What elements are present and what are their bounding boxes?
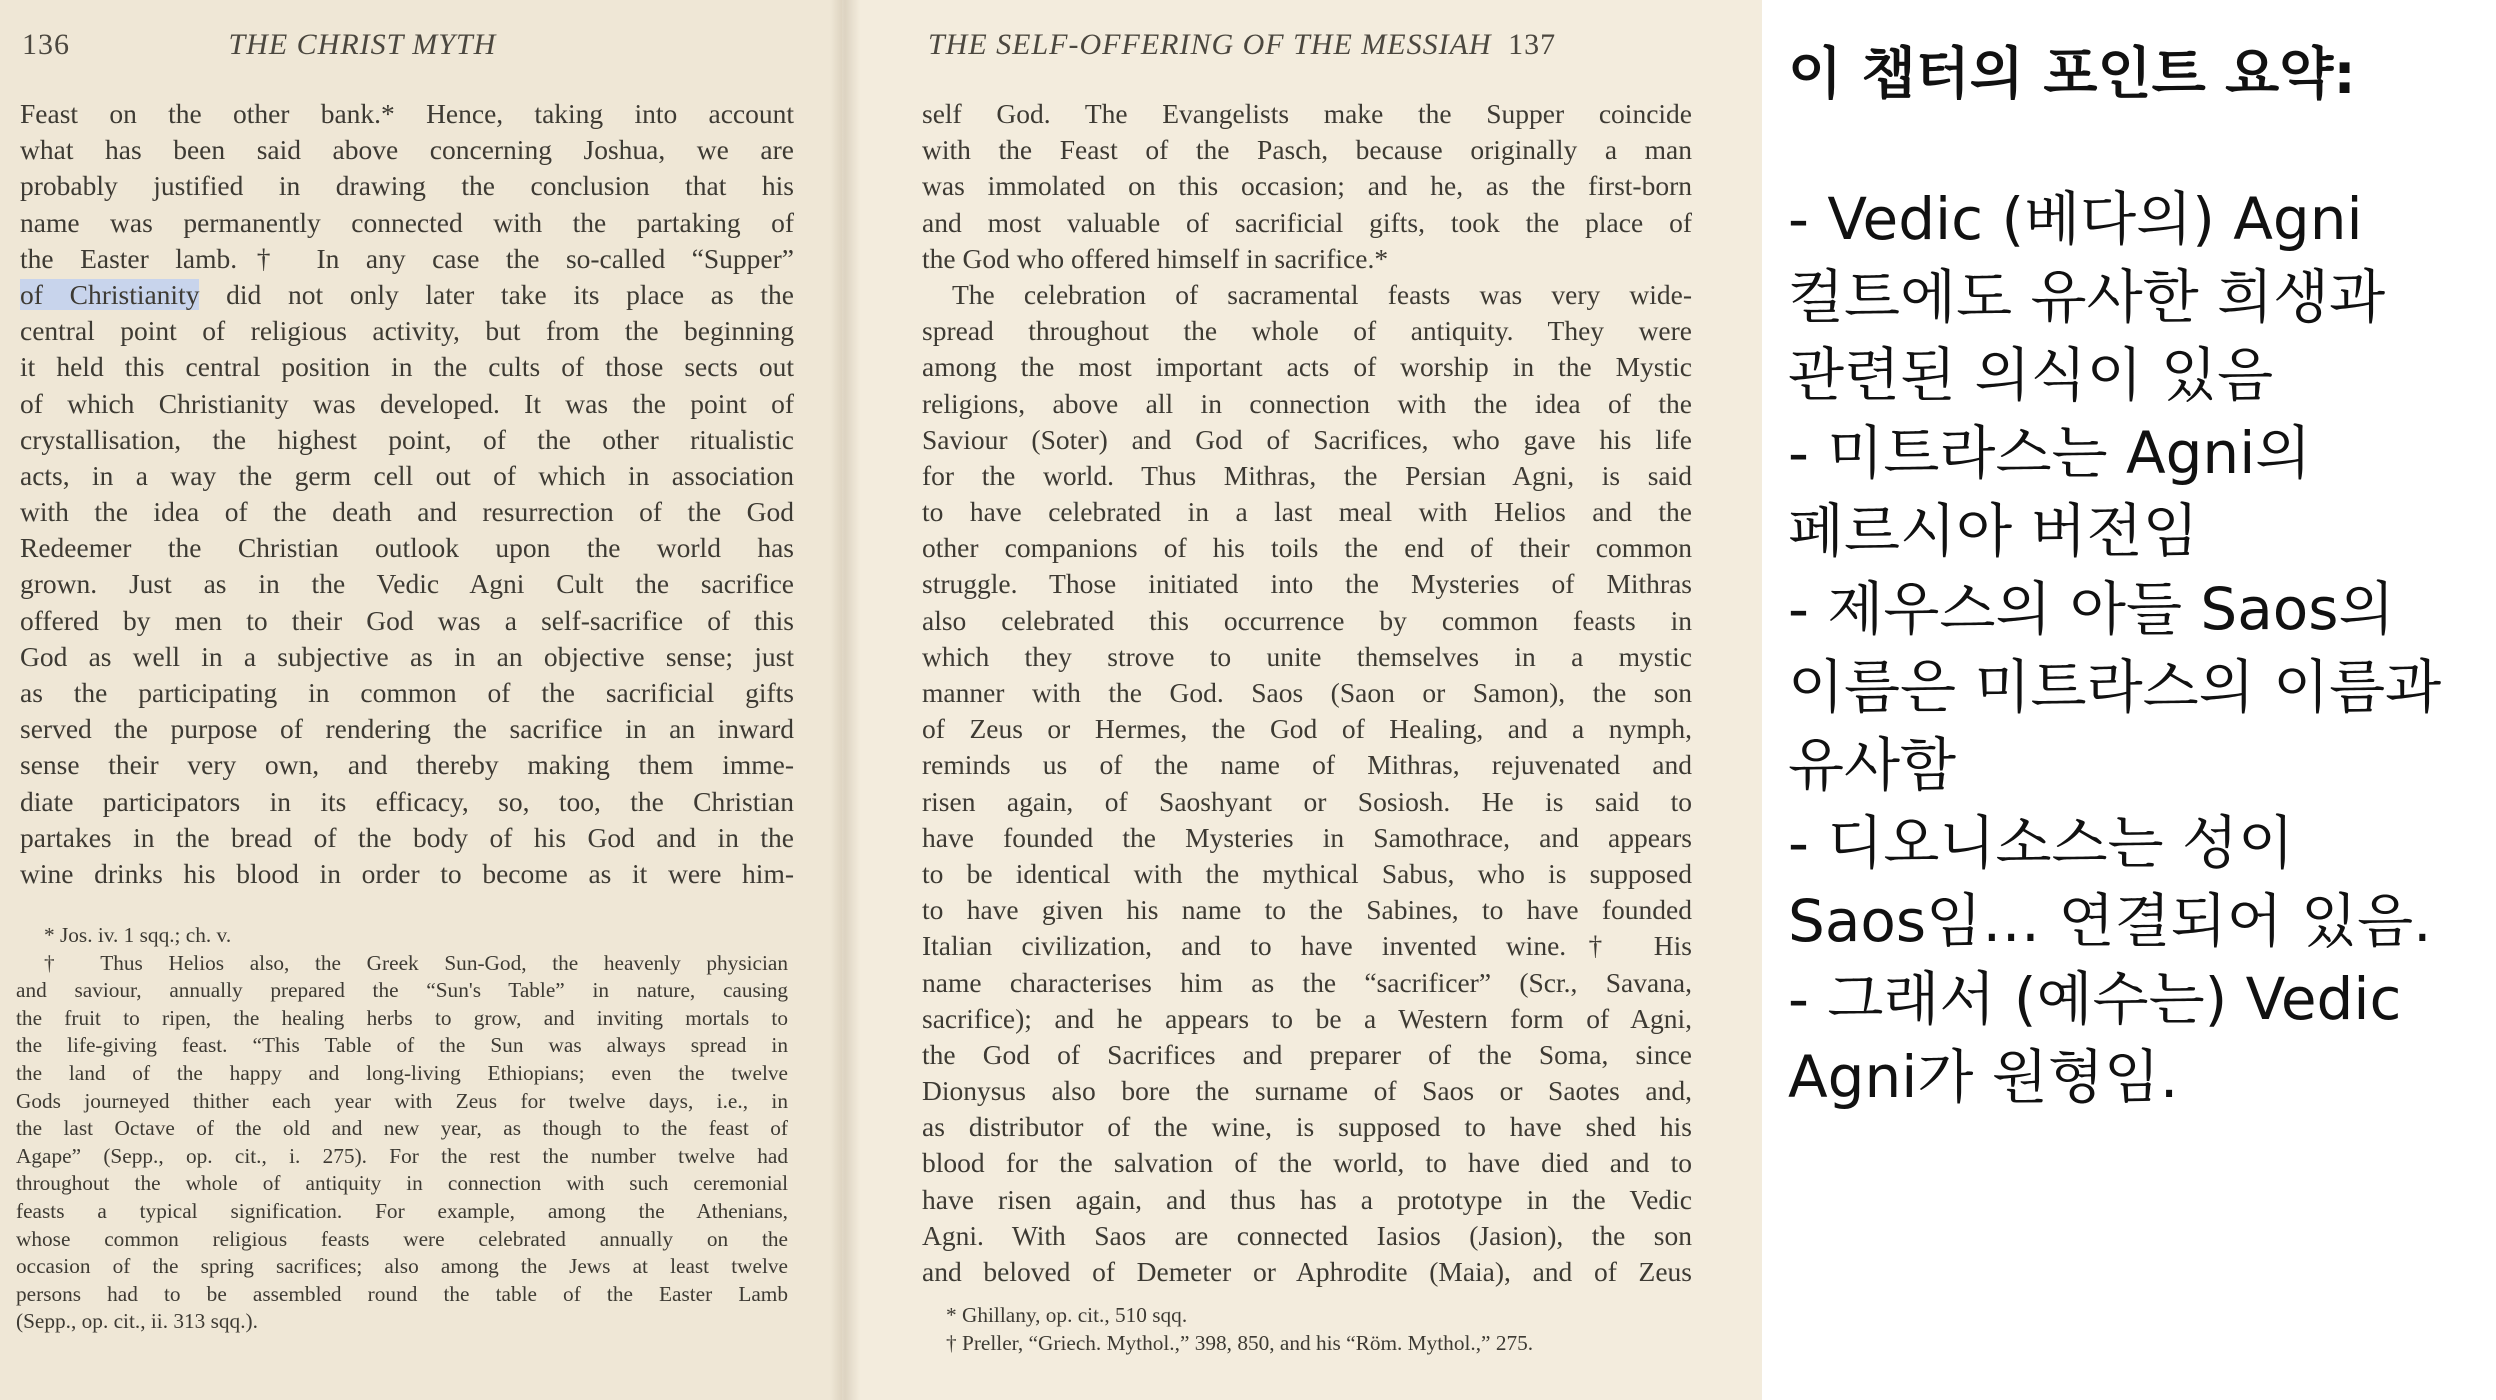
text-line: also celebrated this occurrence by common feasts in: [922, 604, 1692, 636]
footnote-line: † Thus Helios also, the Greek Sun-God, the heavenly physician: [44, 950, 788, 975]
text-line: to be identical with the mythical Sabus, who is supposed: [922, 857, 1692, 889]
text-line: the God who offered himself in sacrifice.*: [922, 242, 1389, 274]
footnote-line: Agape” (Sepp., op. cit., i. 275). For the rest the number twelve had: [16, 1143, 788, 1168]
text-line: have risen again, and thus has a prototype in the Vedic: [922, 1183, 1692, 1215]
footnote-line: † Preller, “Griech. Mythol.,” 398, 850, and his “Röm. Mythol.,” 275.: [946, 1330, 1534, 1355]
text-line: manner with the God. Saos (Saon or Samon), the son: [922, 677, 1692, 708]
footnote-line: persons had to be assembled round the table of the Easter Lamb: [16, 1281, 788, 1306]
summary-line: 유사함: [1788, 731, 1957, 799]
text-line: probably justified in drawing the conclusion that his: [20, 170, 794, 202]
text-line: the God of Sacrifices and preparer of the Soma, since: [922, 1038, 1692, 1070]
text-line: to have celebrated in a last meal with Helios and the: [922, 496, 1692, 528]
text-line: Agni. With Saos are connected Iasios (Jasion), the son: [922, 1219, 1692, 1251]
text-line: among the most important acts of worship in the Mystic: [922, 351, 1692, 383]
footnote-line: Gods journeyed thither each year with Zeus for twelve days, i.e., in: [16, 1088, 788, 1113]
footnote-line: the last Octave of the old and new year, as though to the feast of: [16, 1116, 788, 1141]
text-line: The celebration of sacramental feasts was very wide-: [952, 278, 1692, 310]
summary-line: - Vedic (베다의) Agni: [1788, 185, 2363, 253]
footnote-line: (Sepp., op. cit., ii. 313 sqq.).: [16, 1309, 258, 1334]
summary-line: 관련된 의식이 있음: [1788, 341, 2274, 409]
right-page: [842, 0, 1762, 1400]
text-line: blood for the salvation of the world, to have died and to: [922, 1147, 1692, 1179]
text-line: and beloved of Demeter or Aphrodite (Maia), and of Zeus: [922, 1256, 1692, 1287]
text-line-rest: did not only later take its place as the: [199, 278, 794, 310]
footnote-line: throughout the whole of antiquity in connection with such ceremonial: [16, 1171, 788, 1196]
text-line: Dionysus also bore the surname of Saos or Saotes and,: [922, 1075, 1692, 1107]
text-line: Saviour (Soter) and God of Sacrifices, who gave his life: [922, 423, 1692, 455]
footnote-line: feasts a typical signification. For example, among the Athenians,: [16, 1198, 788, 1223]
text-line: wine drinks his blood in order to become as it were him-: [20, 857, 794, 889]
book-gutter: [830, 0, 860, 1400]
right-page-number: 137: [1508, 28, 1557, 61]
text-line: of which Christianity was developed. It was the point of: [20, 387, 794, 419]
text-line: spread throughout the whole of antiquity. They were: [922, 315, 1692, 347]
text-line: to have given his name to the Sabines, to have founded: [922, 894, 1692, 926]
text-line: for the world. Thus Mithras, the Persian Agni, is said: [922, 459, 1692, 491]
text-line: was immolated on this occasion; and he, as the first-born: [922, 170, 1692, 202]
summary-line: - 미트라스는 Agni의: [1788, 419, 2312, 487]
text-line: religions, above all in connection with the idea of the: [922, 387, 1692, 419]
footnote-line: occasion of the spring sacrifices; also among the Jews at least twelve: [16, 1254, 788, 1279]
left-page-header: [22, 28, 496, 62]
summary-line: 페르시아 버전임: [1788, 497, 2199, 565]
text-line: Redeemer the Christian outlook upon the world has: [20, 532, 794, 564]
footnote-line: the land of the happy and long-living Ethiopians; even the twelve: [16, 1060, 788, 1085]
right-footnotes: [946, 1302, 1666, 1357]
text-line: which they strove to unite themselves in a mystic: [922, 640, 1692, 672]
right-page-body: [922, 96, 1692, 1290]
text-line: Italian civilization, and to have invented wine.† His: [922, 930, 1692, 962]
text-highlight: of Christianity: [20, 278, 200, 310]
text-line: with the Feast of the Pasch, because originally a man: [922, 134, 1692, 166]
text-line: crystallisation, the highest point, of the other ritualistic: [20, 423, 794, 455]
summary-line: 컬트에도 유사한 희생과: [1788, 263, 2386, 331]
text-line: sacrifice); and he appears to be a Western form of Agni,: [922, 1002, 1692, 1034]
text-line: of Zeus or Hermes, the God of Healing, and a nymph,: [922, 713, 1692, 745]
text-line: grown. Just as in the Vedic Agni Cult the sacrifice: [20, 568, 794, 600]
summary-line: - 그래서 (예수는) Vedic: [1788, 965, 2402, 1033]
footnote-line: * Jos. iv. 1 sqq.; ch. v.: [44, 923, 232, 947]
footnote-line: the life-giving feast. “This Table of the Sun was always spread in: [16, 1033, 788, 1058]
footnote-line: and saviour, annually prepared the “Sun's Table” in nature, causing: [16, 978, 788, 1003]
text-line: Feast on the other bank.* Hence, taking into account: [20, 98, 794, 129]
footnote-line: whose common religious feasts were celebrated annually on the: [16, 1226, 788, 1251]
text-line: partakes in the bread of the body of his God and in the: [20, 821, 794, 853]
footnote-line: the fruit to ripen, the healing herbs to grow, and inviting mortals to: [16, 1005, 788, 1030]
text-line: other companions of his toils the end of their common: [922, 532, 1692, 564]
text-line: as distributor of the wine, is supposed to have shed his: [922, 1111, 1692, 1143]
text-line: the Easter lamb.† In any case the so-called “Supper”: [20, 242, 794, 274]
text-line: with the idea of the death and resurrection of the God: [20, 496, 794, 528]
text-line: it held this central position in the cults of those sects out: [20, 351, 794, 383]
footnote-line: * Ghillany, op. cit., 510 sqq.: [946, 1303, 1188, 1327]
right-running-title: THE SELF-OFFERING OF THE MESSIAH: [928, 28, 1492, 61]
left-page-body: [20, 96, 794, 892]
text-line: reminds us of the name of Mithras, rejuvenated and: [922, 749, 1692, 781]
text-line: God as well in a subjective as in an objective sense; just: [20, 640, 794, 672]
text-line: struggle. Those initiated into the Mysteries of Mithras: [922, 568, 1692, 600]
summary-title: 이 챕터의 포인트 요약:: [1788, 42, 2356, 107]
text-line: self God. The Evangelists make the Supper coincide: [922, 98, 1692, 129]
left-page: [0, 0, 842, 1400]
text-line: acts, in a way the germ cell out of which in association: [20, 459, 794, 491]
text-line: as the participating in common of the sacrificial gifts: [20, 677, 794, 708]
summary-panel: [1788, 40, 2488, 1116]
text-line: central point of religious activity, but from the beginning: [20, 315, 794, 347]
text-line: served the purpose of rendering the sacrifice in an inward: [20, 713, 794, 745]
left-page-number: 136: [22, 28, 70, 61]
text-line: risen again, of Saoshyant or Sosiosh. He is said to: [922, 785, 1692, 817]
left-running-title: THE CHRIST MYTH: [228, 28, 497, 61]
text-line: sense their very own, and thereby making them imme-: [20, 749, 794, 781]
summary-line: - 디오니소스는 성이: [1788, 809, 2295, 877]
right-page-header: [928, 28, 1556, 62]
highlighted-text-line: [20, 277, 794, 313]
summary-line: Agni가 원형임.: [1788, 1043, 2179, 1111]
summary-line: Saos임… 연결되어 있음.: [1788, 887, 2432, 955]
text-line: and most valuable of sacrificial gifts, took the place of: [922, 206, 1692, 238]
text-line: have founded the Mysteries in Samothrace, and appears: [922, 821, 1692, 853]
text-line: diate participators in its efficacy, so, too, the Christian: [20, 785, 794, 817]
text-line: name characterises him as the “sacrificer” (Scr., Savana,: [922, 966, 1692, 998]
summary-line: - 제우스의 아들 Saos의: [1788, 575, 2395, 643]
text-line: offered by men to their God was a self-sacrifice of this: [20, 604, 794, 636]
text-line: name was permanently connected with the partaking of: [20, 206, 794, 238]
text-line: what has been said above concerning Joshua, we are: [20, 134, 794, 166]
left-footnotes: [16, 922, 788, 1336]
summary-line: 이름은 미트라스의 이름과: [1788, 653, 2442, 721]
